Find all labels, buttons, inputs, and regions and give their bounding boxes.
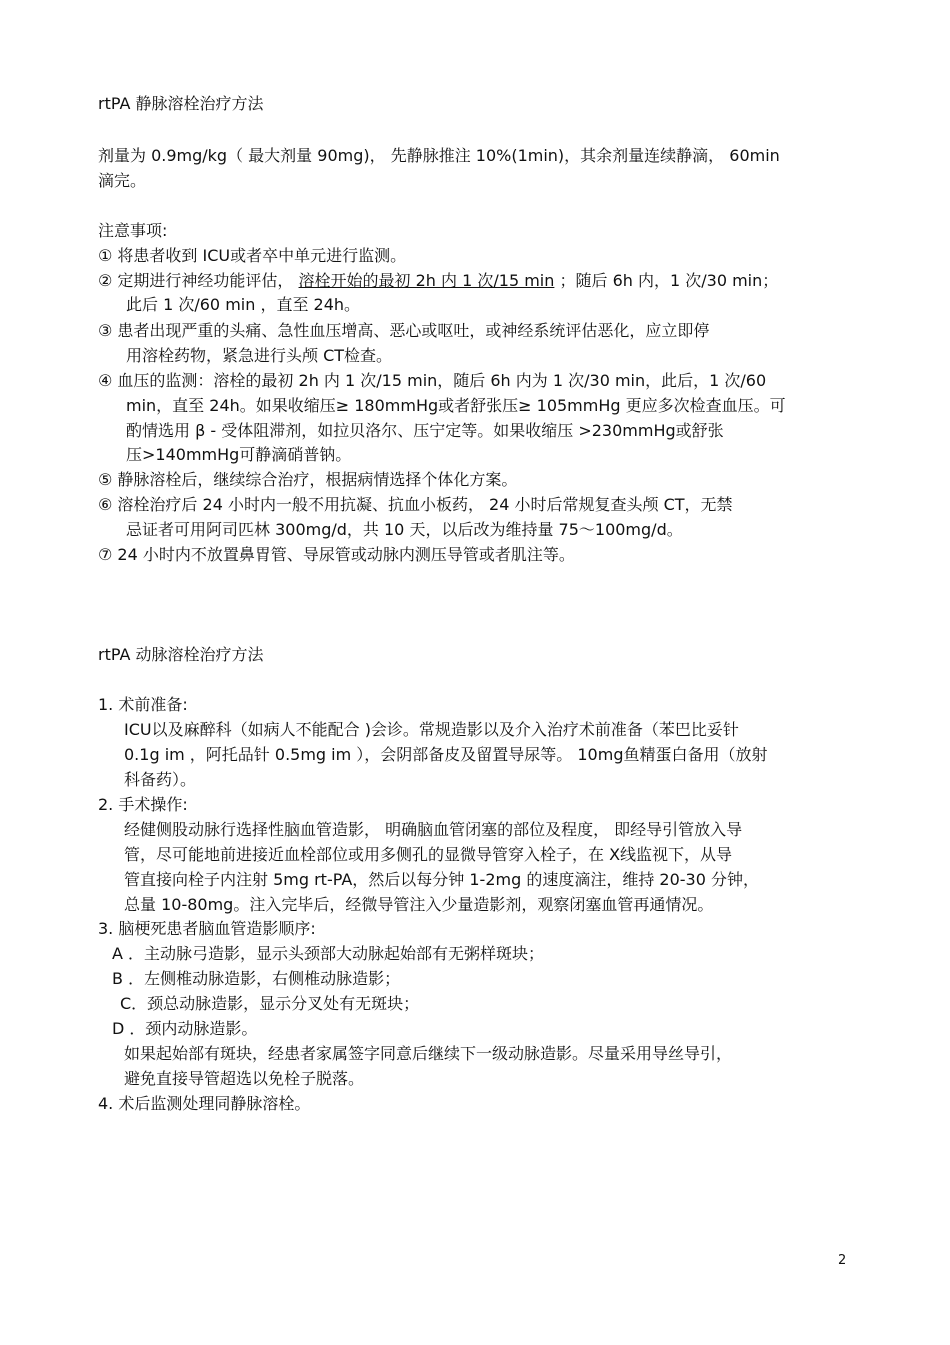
step-1-heading: 1. 术前准备: bbox=[98, 695, 188, 714]
note-item-6-line-1: ⑥ 溶栓治疗后 24 小时内一般不用抗凝、抗血小板药， 24 小时后常规复查头颅 CT，无禁 bbox=[98, 495, 733, 514]
dose-line-2: 滴完。 bbox=[98, 171, 147, 190]
step-3-note-line-1: 如果起始部有斑块，经患者家属签字同意后继续下一级动脉造影。尽量采用导丝导引， bbox=[124, 1044, 733, 1063]
note-item-4-line-1: ④ 血压的监测：溶栓的最初 2h 内 1 次/15 min，随后 6h 内为 1 次/30 min，此后，1 次/60 bbox=[98, 371, 767, 390]
step-3-item-d: D ．颈内动脉造影。 bbox=[112, 1019, 258, 1038]
step-3-heading: 3. 脑梗死患者脑血管造影顺序: bbox=[98, 919, 316, 938]
step-2-heading: 2. 手术操作: bbox=[98, 795, 188, 814]
note-item-7: ⑦ 24 小时内不放置鼻胃管、导尿管或动脉内测压导管或者肌注等。 bbox=[98, 545, 575, 564]
note-item-4-line-2: min，直至 24h。如果收缩压≥ 180mmHg或者舒张压≥ 105mmHg 更应多次检查血压。可 bbox=[126, 396, 786, 415]
step-1-line-2: 0.1g im ，阿托品针 0.5mg im ），会阴部备皮及留置导尿等。 10mg鱼精蛋白备用（放射 bbox=[124, 745, 768, 764]
note-item-2-underlined: 溶栓开始的最初 2h 内 1 次/15 min bbox=[298, 271, 555, 290]
step-2-line-3: 管直接向栓子内注射 5mg rt-PA，然后以每分钟 1-2mg 的速度滴注，维持 20-30 分钟， bbox=[124, 870, 760, 889]
section1-title: rtPA 静脉溶栓治疗方法 bbox=[98, 94, 264, 113]
note-item-2 bbox=[98, 270, 778, 292]
note-item-2-text: ② 定期进行神经功能评估， bbox=[98, 271, 294, 290]
step-2-line-1: 经健侧股动脉行选择性脑血管造影， 明确脑血管闭塞的部位及程度， 即经导引管放入导 bbox=[124, 820, 743, 839]
page-number: 2 bbox=[838, 1253, 847, 1268]
step-3-item-a: A ．主动脉弓造影，显示头颈部大动脉起始部有无粥样斑块； bbox=[112, 944, 545, 963]
note-item-1: ① 将患者收到 ICU或者卒中单元进行监测。 bbox=[98, 246, 407, 265]
note-item-2-cont: 此后 1 次/60 min ，直至 24h。 bbox=[126, 295, 361, 314]
notes-title: 注意事项: bbox=[98, 221, 168, 240]
step-3-note-line-2: 避免直接导管超选以免栓子脱落。 bbox=[124, 1069, 365, 1088]
note-item-3-line-2: 用溶栓药物，紧急进行头颅 CT检查。 bbox=[126, 346, 393, 365]
note-item-6-line-2: 忌证者可用阿司匹林 300mg/d，共 10 天，以后改为维持量 75～100mg/d。 bbox=[126, 520, 683, 539]
step-1-line-3: 科备药）。 bbox=[124, 770, 197, 789]
step-2-line-2: 管，尽可能地前进接近血栓部位或用多侧孔的显微导管穿入栓子，在 X线监视下，从导 bbox=[124, 845, 733, 864]
step-4: 4. 术后监测处理同静脉溶栓。 bbox=[98, 1094, 311, 1113]
step-1-line-1: ICU以及麻醉科（如病人不能配合 )会诊。常规造影以及介入治疗术前准备（苯巴比妥针 bbox=[124, 720, 739, 739]
step-2-line-4: 总量 10-80mg。注入完毕后，经微导管注入少量造影剂，观察闭塞血管再通情况。 bbox=[124, 895, 714, 914]
note-item-3-line-1: ③ 患者出现严重的头痛、急性血压增高、恶心或呕吐，或神经系统评估恶化，应立即停 bbox=[98, 321, 710, 340]
note-item-2-after: ；随后 6h 内，1 次/30 min； bbox=[559, 271, 779, 290]
note-item-4-line-3: 酌情选用 β - 受体阻滞剂，如拉贝洛尔、压宁定等。如果收缩压 >230mmHg或舒张 bbox=[126, 421, 724, 440]
note-item-5: ⑤ 静脉溶栓后，继续综合治疗，根据病情选择个体化方案。 bbox=[98, 470, 518, 489]
dose-line-1: 剂量为 0.9mg/kg（ 最大剂量 90mg)， 先静脉推注 10%(1min)，其余剂量连续静滴， 60min bbox=[98, 146, 780, 165]
note-item-4-line-4: 压>140mmHg可静滴硝普钠。 bbox=[126, 445, 352, 464]
step-3-item-b: B ．左侧椎动脉造影，右侧椎动脉造影； bbox=[112, 969, 401, 988]
step-3-item-c: C．颈总动脉造影，显示分叉处有无斑块； bbox=[120, 994, 420, 1013]
section2-title: rtPA 动脉溶栓治疗方法 bbox=[98, 645, 264, 664]
